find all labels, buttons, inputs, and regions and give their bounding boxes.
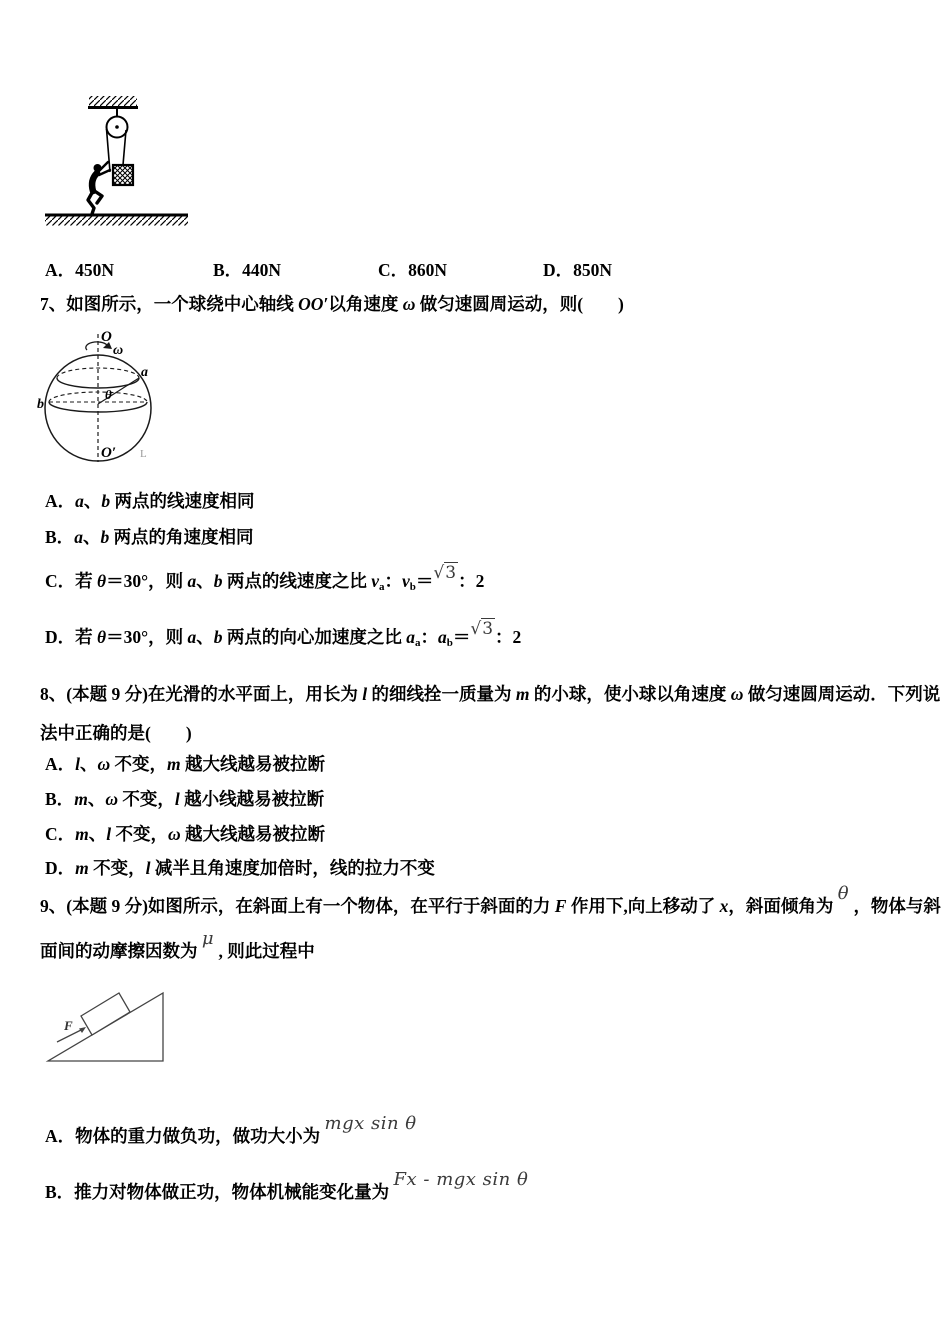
- sphere-label-o-prime: O′: [101, 445, 117, 461]
- q8-option-c: C．m、l 不变，ω 越大线越易被拉断: [45, 824, 326, 844]
- q6-options-row: [0, 259, 950, 282]
- sphere-label-a: a: [141, 365, 148, 380]
- q8-option-a: A．l、ω 不变，m 越大线越易被拉断: [45, 754, 326, 774]
- q7-option-d: D．若 θ＝30°，则 a、b 两点的向心加速度之比 aa：ab＝√3 ：2: [45, 619, 522, 649]
- q9-stem-line1: 9、(本题 9 分)如图所示，在斜面上有一个物体，在平行于斜面的力 F 作用下,向上移动了 x，斜面倾角为 θ ，物体与斜: [40, 883, 941, 916]
- sphere-label-o: O: [101, 329, 112, 345]
- force-arrow-head: [79, 1027, 86, 1033]
- sphere-label-omega: ω: [113, 343, 124, 358]
- incline-label-f: F: [64, 1018, 73, 1033]
- q9-stem-line2: 面间的动摩擦因数为 μ , 则此过程中: [40, 928, 315, 961]
- weight-block: [113, 165, 133, 185]
- q8-stem-line1: 8、(本题 9 分)在光滑的水平面上，用长为 l 的细线拴一质量为 m 的小球，使小球以角速度 ω 做匀速圆周运动．下列说: [40, 684, 941, 704]
- q8-option-b: B．m、ω 不变，l 越小线越易被拉断: [45, 789, 325, 809]
- q7-option-b: B．a、b 两点的角速度相同: [45, 527, 254, 547]
- q8-option-d: D．m 不变，l 减半且角速度加倍时，线的拉力不变: [45, 858, 435, 878]
- sphere-label-b: b: [37, 397, 44, 412]
- q6-option-c: C．860N: [378, 260, 448, 280]
- q8-stem-line2: 法中正确的是( ): [40, 723, 192, 743]
- sphere-label-theta: θ: [105, 387, 112, 402]
- q6-option-d: D．850N: [543, 260, 613, 280]
- ground-hatch: [45, 217, 188, 226]
- sphere-figure: [33, 328, 208, 468]
- q7-stem: 7、如图所示，一个球绕中心轴线 OO′以角速度 ω 做匀速圆周运动，则( ): [40, 294, 624, 314]
- ceiling-hatch: [89, 96, 137, 106]
- q9-option-b: B．推力对物体做正功，物体机械能变化量为 Fx - mgx sin θ: [45, 1169, 529, 1202]
- q7-option-c: C．若 θ＝30°，则 a、b 两点的线速度之比 va：vb＝√3 ：2: [45, 563, 485, 593]
- q6-option-b: B．440N: [213, 260, 282, 280]
- pulley-axle: [115, 125, 119, 129]
- q9-option-a: A．物体的重力做负功，做功大小为 mgx sin θ: [45, 1113, 417, 1146]
- person-figure: [88, 162, 110, 214]
- q7-option-a: A．a、b 两点的线速度相同: [45, 491, 255, 511]
- incline-figure: [40, 985, 180, 1070]
- q6-option-a: A．450N: [45, 260, 115, 280]
- incline-block: [81, 993, 130, 1035]
- artifact-mark: L: [140, 448, 147, 460]
- pulley-figure: [40, 88, 190, 233]
